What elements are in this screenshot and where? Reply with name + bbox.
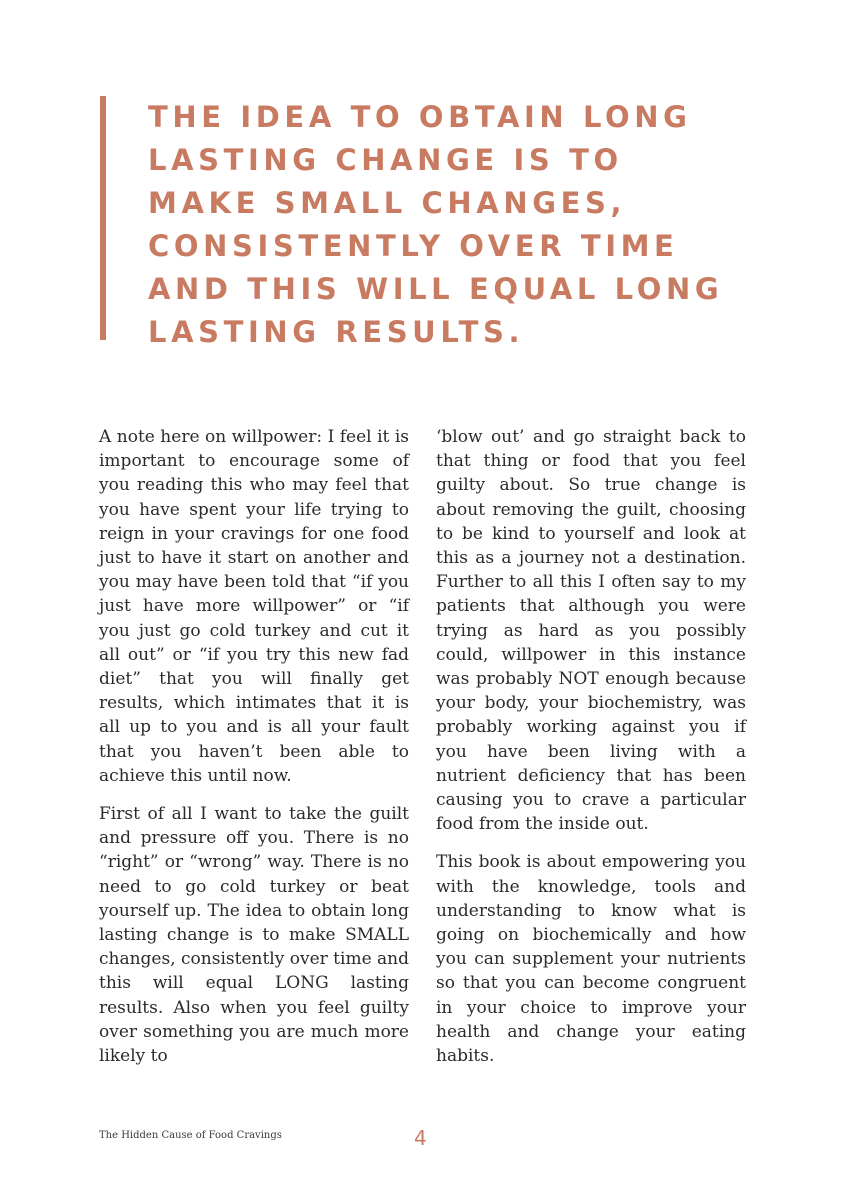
pull-quote: [100, 96, 740, 349]
footer-book-title: The Hidden Cause of Food Cravings: [99, 1130, 282, 1141]
paragraph-empowering: This book is about empowering you with the knowledge, tools and understanding to know what is going on biochemically and how you can supplement your nutrients so that you can become congruent in your choice to improve your health and change your eating habits.: [436, 852, 746, 1067]
paragraph-blow-out: ‘blow out’ and go straight back to that thing or food that you feel guilty about. So true change is about removing the guilt, choosing to be kind to yourself and look at this as a journey not a destination. Further to all this I often say to my patients that although you were trying as hard as you possibly could, willpower in this instance was probably NOT enough because your body, your biochemistry, was probably working against you if you have been living with a nutrient deficiency that has been causing you to crave a particular food from the inside out.: [436, 427, 746, 835]
page-number: 4: [414, 1126, 427, 1150]
quote-accent-bar: [100, 96, 106, 340]
right-text-column: [436, 425, 746, 1082]
left-text-column: [99, 425, 409, 1082]
pull-quote-text: THE IDEA TO OBTAIN LONG LASTING CHANGE IS TO MAKE SMALL CHANGES, CONSISTENTLY OVER TIME AND THIS WILL EQUAL LONG LASTING RESULTS.: [148, 100, 724, 349]
paragraph-guilt: First of all I want to take the guilt and pressure off you. There is no “right” or “wrong” way. There is no need to go cold turkey or beat yourself up. The idea to obtain long lasting change is to make SMALL changes, consistently over time and this will equal LONG lasting results. Also when you feel guilty over something you are much more likely to: [99, 804, 409, 1067]
paragraph-willpower-note: A note here on willpower: I feel it is important to encourage some of you reading this who may feel that you have spent your life trying to reign in your cravings for one food just to have it start on another and you may have been told that “if you just have more willpower” or “if you just go cold turkey and cut it all out” or “if you try this new fad diet” that you will finally get results, which intimates that it is all up to you and is all your fault that you haven’t been able to achieve this until now.: [99, 427, 409, 786]
